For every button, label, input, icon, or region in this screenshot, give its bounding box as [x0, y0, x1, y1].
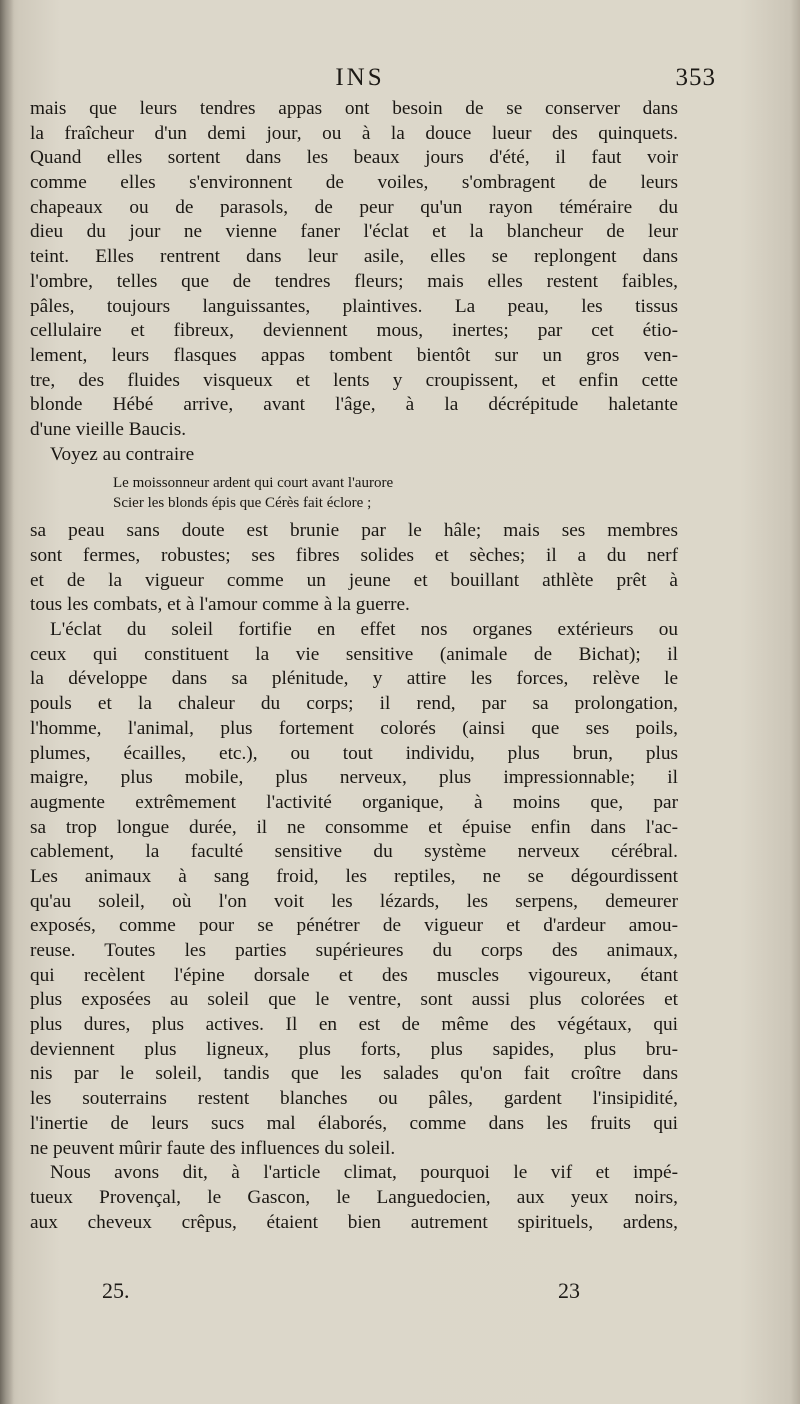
signature-mark: 25.	[102, 1278, 130, 1303]
text-line: Nous avons dit, à l'article climat, pourquoi le vif et impé-	[50, 1162, 678, 1184]
text-line: tre, des fluides visqueux et lents y croupissent, et enfin cette	[30, 369, 678, 391]
text-line: maigre, plus mobile, plus nerveux, plus impressionnable; il	[30, 767, 678, 789]
text-line: Voyez au contraire	[50, 443, 195, 465]
text-line: chapeaux ou de parasols, de peur qu'un rayon téméraire du	[30, 196, 678, 218]
page-footer	[30, 1278, 678, 1306]
page-number: 353	[675, 64, 716, 91]
text-line: sa trop longue durée, il ne consomme et épuise enfin dans l'ac-	[30, 816, 678, 838]
text-line: tueux Provençal, le Gascon, le Languedocien, aux yeux noirs,	[30, 1186, 678, 1208]
text-line: Quand elles sortent dans les beaux jours d'été, il faut voir	[30, 147, 678, 169]
text-line: dieu du jour ne vienne faner l'éclat et la blancheur de leur	[30, 221, 678, 243]
text-line: nis par le soleil, tandis que les salades qu'on fait croître dans	[30, 1063, 678, 1085]
signature-mark: 23	[558, 1278, 580, 1303]
text-line: l'ombre, telles que de tendres fleurs; mais elles restent faibles,	[30, 270, 678, 292]
text-line: la fraîcheur d'un demi jour, ou à la douce lueur des quinquets.	[30, 122, 678, 144]
verse-line: Scier les blonds épis que Cérès fait éclore ;	[113, 495, 372, 512]
text-line: Les animaux à sang froid, les reptiles, ne se dégourdissent	[30, 865, 678, 887]
text-line: exposés, comme pour se pénétrer de vigueur et d'ardeur amou-	[30, 915, 678, 937]
text-line: plus exposées au soleil que le ventre, sont aussi plus colorées et	[30, 989, 678, 1011]
text-line: les souterrains restent blanches ou pâles, gardent l'insipidité,	[30, 1088, 678, 1110]
text-line: teint. Elles rentrent dans leur asile, elles se replongent dans	[30, 246, 678, 268]
text-line: d'une vieille Baucis.	[30, 418, 187, 440]
text-line: mais que leurs tendres appas ont besoin de se conserver dans	[30, 98, 678, 119]
text-line: tous les combats, et à l'amour comme à la guerre.	[30, 594, 410, 616]
text-line: sa peau sans doute est brunie par le hâle; mais ses membres	[30, 520, 678, 542]
text-line: l'inertie de leurs sucs mal élaborés, comme dans les fruits qui	[30, 1112, 678, 1134]
text-line: comme elles s'environnent de voiles, s'ombragent de leurs	[30, 172, 678, 194]
text-line: qui recèlent l'épine dorsale et des muscles vigoureux, étant	[30, 964, 678, 986]
text-line: sont fermes, robustes; ses fibres solides et sèches; il a du nerf	[30, 545, 678, 566]
text-line: plus dures, plus actives. Il en est de même des végétaux, qui	[30, 1014, 678, 1036]
text-line: blonde Hébé arrive, avant l'âge, à la décrépitude haletante	[30, 394, 678, 416]
page-gutter	[0, 0, 14, 1404]
text-line: cablement, la faculté sensitive du système nerveux cérébral.	[30, 841, 678, 863]
text-line: pouls et la chaleur du corps; il rend, par sa prolongation,	[30, 693, 678, 715]
running-head: INS	[335, 64, 385, 91]
text-line: ne peuvent mûrir faute des influences du soleil.	[30, 1137, 396, 1159]
text-line: deviennent plus ligneux, plus forts, plus sapides, plus bru-	[30, 1038, 678, 1060]
text-line: plumes, écailles, etc.), ou tout individu, plus brun, plus	[30, 742, 678, 764]
text-line: augmente extrêmement l'activité organique, à moins que, par	[30, 791, 678, 813]
text-line: l'homme, l'animal, plus fortement colorés (ainsi que ses poils,	[30, 717, 678, 739]
text-line: aux cheveux crêpus, étaient bien autrement spirituels, ardens,	[30, 1211, 678, 1233]
text-line: L'éclat du soleil fortifie en effet nos organes extérieurs ou	[50, 619, 678, 641]
text-line: reuse. Toutes les parties supérieures du corps des animaux,	[30, 940, 678, 961]
text-line: pâles, toujours languissantes, plaintives. La peau, les tissus	[30, 295, 678, 317]
text-line: lement, leurs flasques appas tombent bientôt sur un gros ven-	[30, 344, 678, 366]
text-line: cellulaire et fibreux, deviennent mous, inertes; par cet étio-	[30, 320, 678, 342]
text-line: qu'au soleil, où l'on voit les lézards, les serpens, demeurer	[30, 890, 678, 912]
text-line: et de la vigueur comme un jeune et bouillant athlète prêt à	[30, 569, 678, 591]
text-line: la développe dans sa plénitude, y attire les forces, relève le	[30, 668, 678, 690]
verse-line: Le moissonneur ardent qui court avant l'aurore	[113, 475, 394, 492]
text-line: ceux qui constituent la vie sensitive (animale de Bichat); il	[30, 643, 678, 665]
page-header	[30, 64, 716, 94]
body-text	[30, 97, 678, 1235]
